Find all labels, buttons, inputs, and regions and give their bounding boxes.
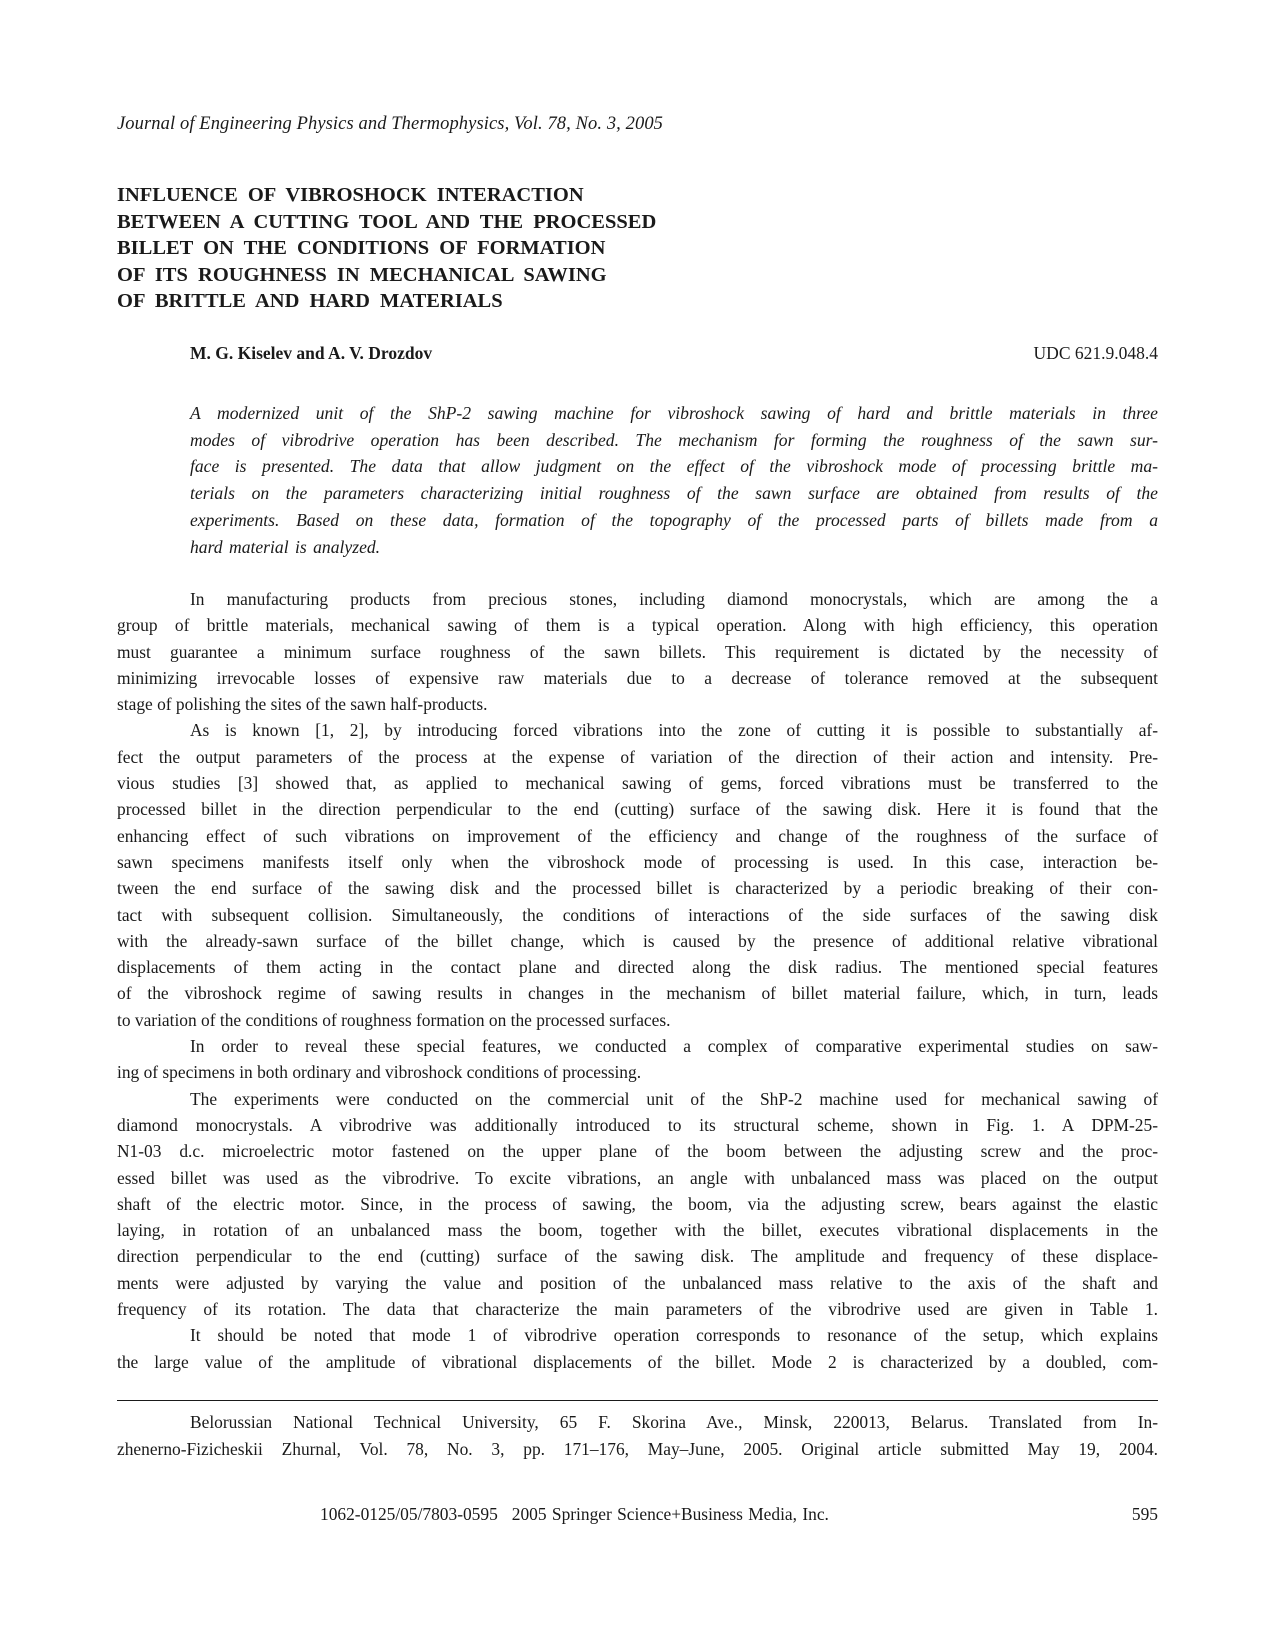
title-line: INFLUENCE OF VIBROSHOCK INTERACTION [117, 184, 584, 206]
abstract-line: terials on the parameters characterizing initial roughness of the sawn surface are obtained from results of the [190, 483, 1158, 504]
body-line: ing of specimens in both ordinary and vibroshock conditions of processing. [117, 1062, 642, 1083]
footer-codes [320, 1504, 829, 1525]
body-line: tween the end surface of the sawing disk and the processed billet is characterized by a periodic breaking of their con- [117, 878, 1158, 899]
body-line: fect the output parameters of the process at the expense of variation of the direction of their action and intensity. Pre- [117, 746, 1158, 767]
body-line: direction perpendicular to the end (cutting) surface of the sawing disk. The amplitude and frequency of these displace- [117, 1246, 1158, 1267]
body-line: shaft of the electric motor. Since, in the process of sawing, the boom, via the adjusting screw, bears against the elastic [117, 1193, 1158, 1214]
body-line: processed billet in the direction perpendicular to the end (cutting) surface of the sawing disk. Here it is found that the [117, 799, 1158, 820]
article-title [117, 182, 777, 315]
title-line: OF ITS ROUGHNESS IN MECHANICAL SAWING [117, 263, 607, 286]
affiliation-line: Belorussian National Technical University, 65 F. Skorina Ave., Minsk, 220013, Belarus. Translated from In- [190, 1412, 1158, 1432]
article-code: 1062-0125/05/7803-0595 [320, 1504, 498, 1524]
udc-code: UDC 621.9.048.4 [1033, 343, 1158, 363]
abstract-line: A modernized unit of the ShP-2 sawing machine for vibroshock sawing of hard and brittle materials in three [190, 403, 1158, 423]
body-line: minimizing irrevocable losses of expensive raw materials due to a decrease of tolerance removed at the subsequent [117, 667, 1158, 688]
page-number: 595 [1131, 1504, 1158, 1524]
body-line: sawn specimens manifests itself only when the vibroshock mode of processing is used. In this case, interaction be- [117, 851, 1158, 872]
body-line: displacements of them acting in the contact plane and directed along the disk radius. The mentioned special features [117, 957, 1158, 978]
abstract-line: face is presented. The data that allow judgment on the effect of the vibroshock mode of processing brittle ma- [190, 456, 1158, 477]
body-line: The experiments were conducted on the commercial unit of the ShP-2 machine used for mechanical sawing of [190, 1088, 1158, 1109]
footnote-rule [117, 1400, 1158, 1401]
body-line: In order to reveal these special features, we conducted a complex of comparative experimental studies on saw- [190, 1036, 1158, 1057]
copyright-notice: 2005 Springer Science+Business Media, Inc. [511, 1504, 829, 1524]
body-line: It should be noted that mode 1 of vibrodrive operation corresponds to resonance of the setup, which explains [190, 1325, 1158, 1346]
body-line: with the already-sawn surface of the billet change, which is caused by the presence of additional relative vibrational [117, 930, 1158, 951]
authors: M. G. Kiselev and A. V. Drozdov [190, 343, 433, 363]
body-line: group of brittle materials, mechanical sawing of them is a typical operation. Along with high efficiency, this operation [117, 615, 1158, 636]
body-line: N1-03 d.c. microelectric motor fastened on the upper plane of the boom between the adjusting screw and the proc- [117, 1141, 1158, 1162]
body-line: stage of polishing the sites of the sawn half-products. [117, 694, 488, 715]
affiliation-line: zhenerno-Fizicheskii Zhurnal, Vol. 78, No. 3, pp. 171–176, May–June, 2005. Original article submitted May 19, 2004. [117, 1439, 1158, 1459]
body-line: diamond monocrystals. A vibrodrive was additionally introduced to its structural scheme, shown in Fig. 1. A DPM-25- [117, 1114, 1158, 1135]
body-line: In manufacturing products from precious stones, including diamond monocrystals, which are among the a [190, 589, 1158, 609]
affiliation-footnote [117, 1409, 1158, 1463]
body-line: the large value of the amplitude of vibrational displacements of the billet. Mode 2 is characterized by a doubled, com- [117, 1351, 1158, 1372]
body-line: frequency of its rotation. The data that characterize the main parameters of the vibrodrive used are given in Table 1. [117, 1299, 1158, 1320]
title-line: OF BRITTLE AND HARD MATERIALS [117, 290, 503, 312]
abstract-line: modes of vibrodrive operation has been described. The mechanism for forming the roughness of the sawn sur- [190, 429, 1158, 450]
body-line: must guarantee a minimum surface roughness of the sawn billets. This requirement is dictated by the necessity of [117, 641, 1158, 662]
body-line: vious studies [3] showed that, as applied to mechanical sawing of gems, forced vibrations must be transferred to the [117, 773, 1158, 794]
body-line: essed billet was used as the vibrodrive. To excite vibrations, an angle with unbalanced mass was placed on the output [117, 1167, 1158, 1188]
title-line: BILLET ON THE CONDITIONS OF FORMATION [117, 237, 606, 259]
abstract-line: experiments. Based on these data, formation of the topography of the processed parts of billets made from a [190, 509, 1158, 530]
body-line: ments were adjusted by varying the value and position of the unbalanced mass relative to the axis of the shaft and [117, 1272, 1158, 1293]
abstract [190, 400, 1158, 560]
body-line: of the vibroshock regime of sawing results in changes in the mechanism of billet material failure, which, in turn, leads [117, 983, 1158, 1004]
body-line: to variation of the conditions of roughness formation on the processed surfaces. [117, 1009, 671, 1030]
body-line: tact with subsequent collision. Simultaneously, the conditions of interactions of the side surfaces of the sawing disk [117, 904, 1158, 925]
title-line: BETWEEN A CUTTING TOOL AND THE PROCESSED [117, 210, 657, 233]
body-line: enhancing effect of such vibrations on improvement of the efficiency and change of the roughness of the surface of [117, 825, 1158, 846]
body-line: As is known [1, 2], by introducing forced vibrations into the zone of cutting it is possible to substantially af- [190, 720, 1158, 741]
journal-header: Journal of Engineering Physics and Thermophysics, Vol. 78, No. 3, 2005 [117, 114, 664, 134]
body-line: laying, in rotation of an unbalanced mass the boom, together with the billet, executes vibrational displacements in the [117, 1220, 1158, 1241]
body-text [117, 586, 1158, 1375]
abstract-line: hard material is analyzed. [190, 536, 381, 557]
